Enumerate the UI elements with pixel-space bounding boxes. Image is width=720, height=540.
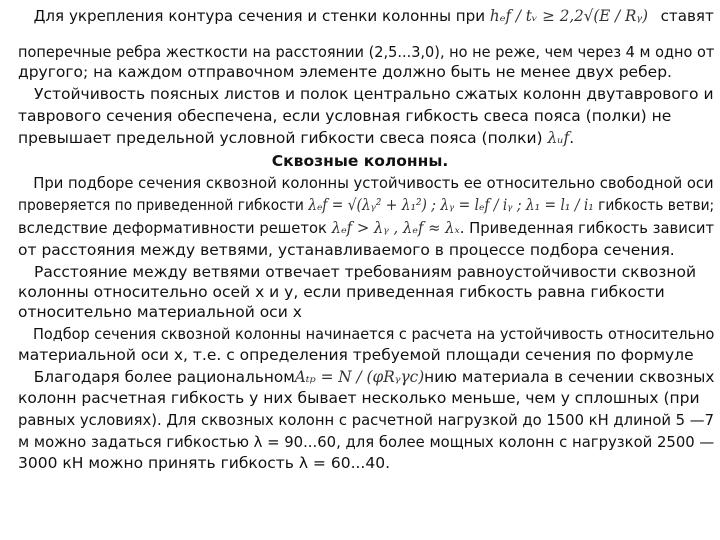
text: Благодаря более рациональном [33, 368, 295, 386]
paragraph-4-line-1 [18, 262, 696, 282]
text: . Приведенная гибкость зависит [459, 219, 715, 237]
paragraph-3-line-2 [18, 195, 714, 215]
paragraph-1-line-3: другого; на каждом отправочном элементе должно быть не менее двух ребер. [18, 63, 672, 81]
text: ставят [660, 7, 714, 25]
paragraph-6-line-1 [18, 367, 714, 387]
formula-required-area: Aₜₚ = N / (φRᵧγc) [294, 368, 425, 386]
paragraph-2-line-3 [18, 128, 574, 148]
formula-branch-slenderness: λᵧ = lₑf / iᵧ ; λ₁ = l₁ / i₁ [440, 196, 594, 214]
text: Устойчивость поясных листов и полок центрально сжатых колонн двутаврового и [34, 85, 714, 103]
text: Расстояние между ветвями отвечает требованиям равноустойчивости сквозной [34, 263, 697, 281]
text: вследствие деформативности решеток [18, 219, 327, 237]
section-heading: Сквозные колонны. [271, 152, 449, 170]
paragraph-4-line-2: колонны относительно осей х и у, если приведенная гибкость равна гибкости [18, 283, 665, 301]
paragraph-3-line-4: от расстояния между ветвями, устанавливаемого в процессе подбора сечения. [18, 241, 675, 259]
paragraph-6-line-5: 3000 кН можно принять гибкость λ = 60...40. [18, 454, 390, 472]
formula-slenderness-inequality: λₑf > λᵧ , [331, 219, 399, 237]
text: . [569, 129, 575, 147]
formula-web-slenderness: hₑf / tᵥ ≥ 2,2√(E / Rᵧ) [489, 7, 648, 25]
text: нию материала в сечении сквозных [424, 368, 715, 386]
text: гибкость ветви; [598, 196, 715, 214]
paragraph-2-line-2: таврового сечения обеспечена, если условная гибкость свеса пояса (полки) не [18, 107, 672, 125]
paragraph-3-line-3 [18, 218, 714, 238]
paragraph-5-line-2: материальной оси х, т.е. с определения требуемой площади сечения по формуле [18, 346, 694, 364]
formula-reduced-slenderness: λₑf = √(λᵧ² + λ₁²) ; [308, 196, 436, 214]
paragraph-4-line-3: относительно материальной оси х [18, 303, 302, 321]
paragraph-1-line-1 [18, 6, 714, 26]
paragraph-5-line-1 [18, 324, 714, 344]
paragraph-1-line-2: поперечные ребра жесткости на расстоянии (2,5...3,0), но не реже, чем через 4 м одно от [18, 43, 715, 61]
paragraph-6-line-4: м можно задаться гибкостью λ = 90...60, для более мощных колонн с нагрузкой 2500 — [18, 433, 715, 451]
text: Подбор сечения сквозной колонны начинается с расчета на устойчивость относительно [32, 325, 715, 343]
formula-slenderness-equality: λₑf ≈ λₓ [402, 219, 460, 237]
text: Для укрепления контура сечения и стенки колонны при [33, 7, 486, 25]
text: проверяется по приведенной гибкости [18, 196, 304, 214]
text: При подборе сечения сквозной колонны устойчивость ее относительно свободной оси [33, 174, 714, 192]
paragraph-6-line-2: колонн расчетная гибкость у них бывает несколько меньше, чем у сплошных (при [18, 389, 700, 407]
formula-limit-slenderness: λᵤf [547, 129, 570, 147]
paragraph-3-line-1 [18, 173, 714, 193]
text: превышает предельной условной гибкости свеса пояса (полки) [18, 129, 543, 147]
paragraph-6-line-3: равных условиях). Для сквозных колонн с расчетной нагрузкой до 1500 кН длиной 5 —7 [18, 411, 714, 429]
paragraph-2-line-1 [18, 84, 714, 104]
